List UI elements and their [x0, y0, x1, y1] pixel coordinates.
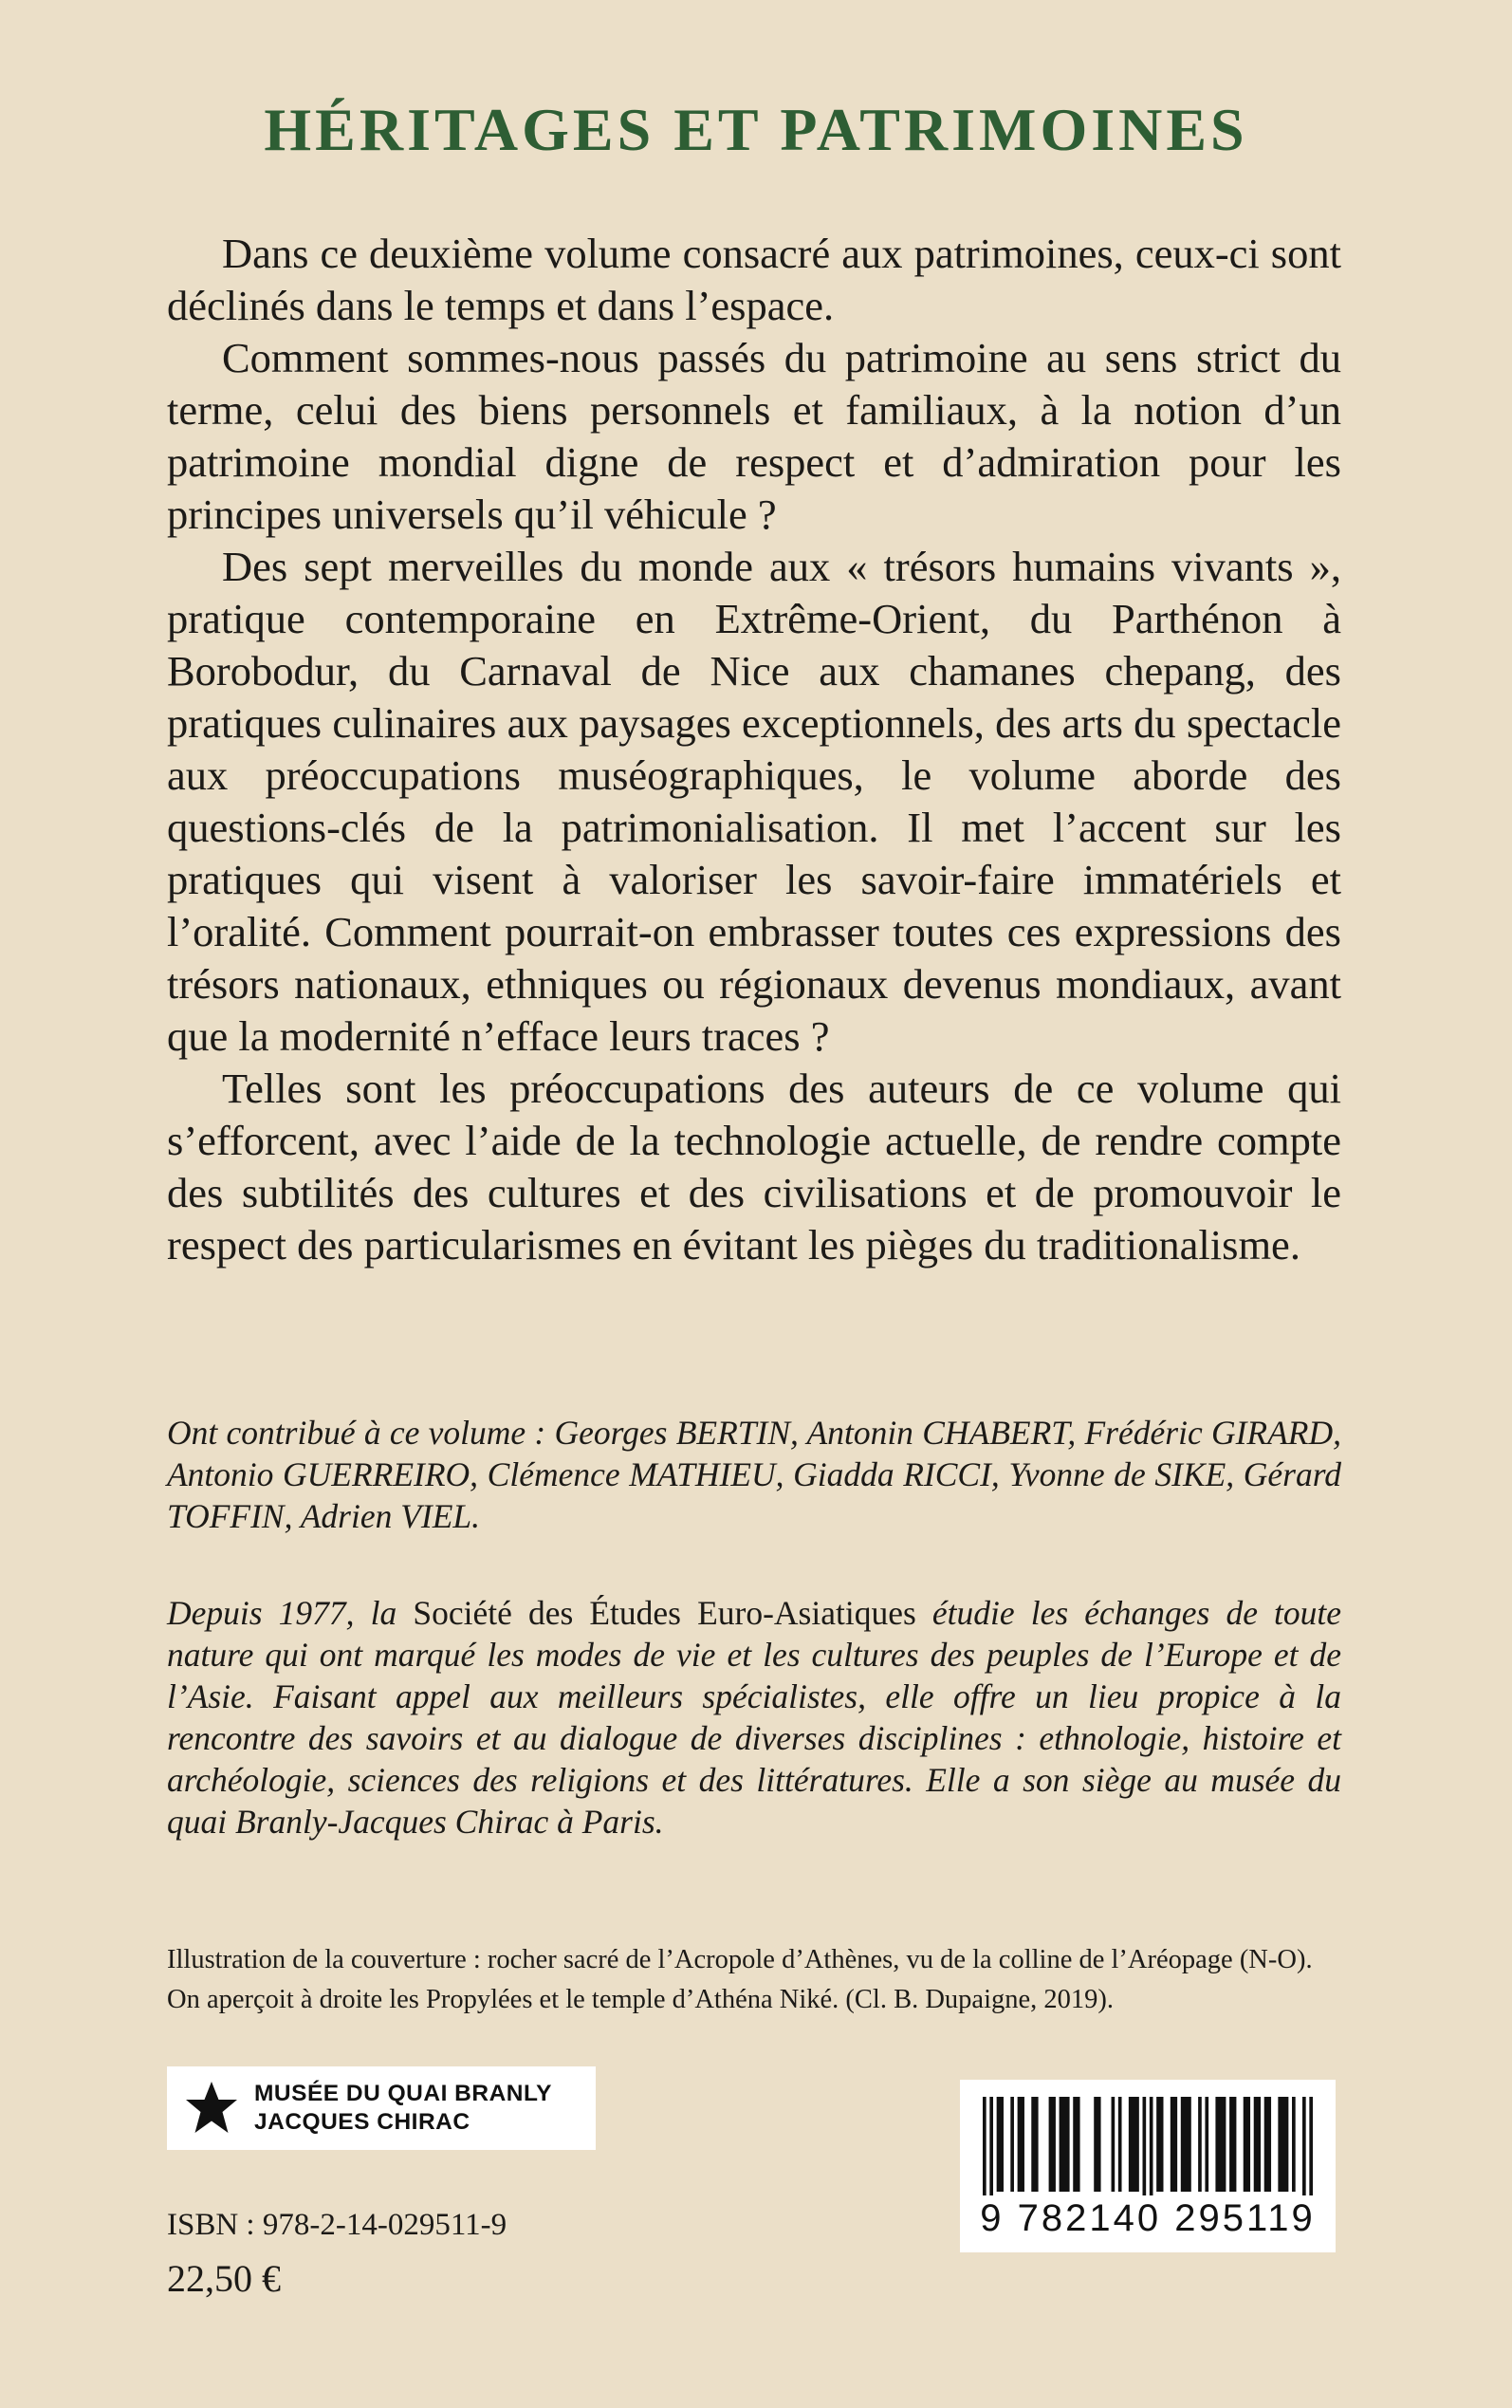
barcode-bar [1215, 2097, 1226, 2192]
society-intro: Depuis 1977, la [167, 1594, 397, 1632]
barcode-bar [1264, 2097, 1271, 2192]
barcode-bar [1031, 2097, 1038, 2192]
society-description: étudie les échanges de toute nature qui ont marqué les modes de vie et les cultures des peuples de l’Europe et de l’Asie. Faisant appel aux meilleurs spécialistes, elle offre un lieu propice à la rencontre des savoirs et au dialogue de diverses disciplines : ethnologie, histoire et archéologie, sciences des religions et des littératures. Elle a son siège au musée du quai Branly-Jacques Chirac à Paris. [167, 1594, 1342, 1841]
contributors-block [167, 1412, 1341, 1537]
society-block [167, 1592, 1341, 1843]
cover-caption-block [167, 1940, 1341, 2020]
contributors-text: Ont contribué à ce volume : Georges BERTIN, Antonin CHABERT, Frédéric GIRARD, Antonio GUERREIRO, Clémence MATHIEU, Giadda RICCI, Yvonne de SIKE, Gérard TOFFIN, Adrien VIEL. [167, 1414, 1341, 1535]
barcode [960, 2080, 1336, 2252]
society-name: Société des Études Euro-Asiatiques [413, 1594, 916, 1632]
barcode-bars [983, 2097, 1313, 2195]
museum-name [254, 2080, 552, 2137]
society-text [167, 1592, 1341, 1843]
barcode-bar [1205, 2097, 1208, 2192]
cover-caption: Illustration de la couverture : rocher sacré de l’Acropole d’Athènes, vu de la colline de l’Aréopage (N-O). On aperçoit à droite les Propylées et le temple d’Athéna Niké. (Cl. B. Dupaigne, 2019). [167, 1945, 1313, 2014]
barcode-bar [1049, 2097, 1056, 2192]
barcode-bar [1112, 2097, 1116, 2192]
barcode-bar [1278, 2097, 1288, 2192]
barcode-bar [1198, 2097, 1202, 2192]
price: 22,50 € [167, 2257, 281, 2300]
barcode-bar [1302, 2097, 1306, 2195]
blurb [167, 228, 1341, 1271]
star-icon [182, 2079, 241, 2138]
barcode-bar [1292, 2097, 1296, 2192]
barcode-bar [1150, 2097, 1153, 2195]
blurb-paragraph: Telles sont les préoccupations des auteurs de ce volume qui s’efforcent, avec l’aide de la technologie actuelle, de rendre compte des subtilités des cultures et des civilisations et de promouvoir le respect des particularismes en évitant les pièges du traditionalisme. [167, 1065, 1341, 1269]
isbn: ISBN : 978-2-14-029511-9 [167, 2208, 507, 2242]
barcode-bar [997, 2097, 1004, 2192]
barcode-bar [1254, 2097, 1261, 2192]
barcode-bar [989, 2097, 993, 2195]
barcode-bar [1244, 2097, 1250, 2192]
blurb-paragraph: Dans ce deuxième volume consacré aux patrimoines, ceux-ci sont déclinés dans le temps et dans l’espace. [167, 230, 1341, 329]
blurb-paragraph: Comment sommes-nous passés du patrimoine au sens strict du terme, celui des biens personnels et familiaux, à la notion d’un patrimoine mondial digne de respect et d’admiration pour les principes universels qu’il véhicule ? [167, 334, 1341, 538]
museum-logo [167, 2066, 596, 2150]
blurb-paragraph: Des sept merveilles du monde aux « trésors humains vivants », pratique contemporaine en Extrême-Orient, du Parthénon à Borobodur, du Carnaval de Nice aux chamanes chepang, des pratiques culinaires aux paysages exceptionnels, des arts du spectacle aux préoccupations muséographiques, le volume aborde des questions-clés de la patrimonialisation. Il met l’accent sur les pratiques qui visent à valoriser les savoir-faire immatériels et l’oralité. Comment pourrait-on embrasser toutes ces expressions des trésors nationaux, ethniques ou régionaux devenus mondiaux, avant que la modernité n’efface leurs traces ? [167, 543, 1341, 1060]
barcode-bar [1129, 2097, 1139, 2192]
museum-name-line2: JACQUES CHIRAC [254, 2109, 470, 2135]
barcode-bar [1143, 2097, 1147, 2195]
barcode-bar [1060, 2097, 1070, 2192]
barcode-bar [1118, 2097, 1122, 2192]
museum-name-line1: MUSÉE DU QUAI BRANLY [254, 2081, 553, 2106]
barcode-bar [1010, 2097, 1014, 2192]
barcode-bar [1309, 2097, 1313, 2195]
barcode-bar [1181, 2097, 1191, 2192]
barcode-bar [1156, 2097, 1163, 2192]
barcode-bar [1171, 2097, 1177, 2192]
barcode-bar [1018, 2097, 1024, 2192]
book-title: HÉRITAGES ET PATRIMOINES [264, 96, 1248, 163]
barcode-bar [1229, 2097, 1236, 2192]
barcode-digits: 9 782140 295119 [980, 2197, 1316, 2239]
barcode-bar [983, 2097, 986, 2195]
barcode-bar [1073, 2097, 1079, 2192]
barcode-bar [1094, 2097, 1100, 2192]
